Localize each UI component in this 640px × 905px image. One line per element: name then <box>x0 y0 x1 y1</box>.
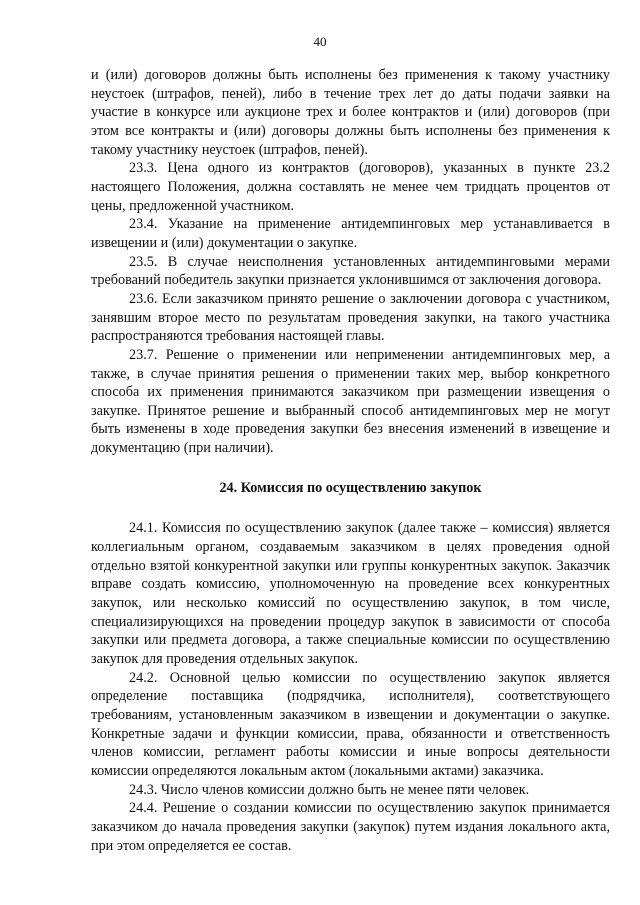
paragraph-23-4: 23.4. Указание на применение антидемпинговых мер устанавливается в извещении и (или) документации о закупке. <box>91 216 610 251</box>
paragraph-23-3: 23.3. Цена одного из контрактов (договоров), указанных в пункте 23.2 настоящего Положения, должна составлять не менее чем тридцать процентов от цены, предложенной участником. <box>91 160 610 214</box>
paragraph-24-1: 24.1. Комиссия по осуществлению закупок (далее также – комиссия) является коллегиальным органом, создаваемым заказчиком в целях проведения одной отдельно взятой конкурентной закупки или группы конкурентных закупок. Заказчик вправе создать комиссию, уполномоченную на проведение всех конкурентных закупок, или несколько комиссий по осуществлению закупок, в том числе, специализирующихся на проведении процедур закупок в зависимости от способа закупки или предмета договора, а также специальные комиссии по осуществлению закупок для проведения отдельных закупок. <box>91 520 610 668</box>
paragraph-23-6: 23.6. Если заказчиком принято решение о заключении договора с участником, занявшим второе место по результатам проведения закупки, на такого участника распространяются требования настоящей главы. <box>91 290 610 345</box>
document-body <box>91 66 610 855</box>
paragraph-continuation: и (или) договоров должны быть исполнены без применения к такому участнику неустоек (штрафов, пеней), либо в течение трех лет до даты подачи заявки на участие в конкурсе или аукционе трех и более контрактов и (или) договоров (при этом все контракты и (или) договоры должны быть исполнены без применения к такому участнику неустоек (штрафов, пеней). <box>91 67 610 158</box>
paragraph-24-3: 24.3. Число членов комиссии должно быть не менее пяти человек. <box>129 781 530 798</box>
section-title-24: 24. Комиссия по осуществлению закупок <box>219 479 482 496</box>
page-number: 40 <box>313 34 327 49</box>
paragraph-24-4: 24.4. Решение о создании комиссии по осуществлению закупок принимается заказчиком до начала проведения закупки (закупок) путем издания локального акта, при этом определяется ее состав. <box>91 800 610 854</box>
paragraph-23-7: 23.7. Решение о применении или неприменении антидемпинговых мер, а также, в случае принятия решения о применении таких мер, выбор конкретного способа их применения принимаются заказчиком при размещении извещения о закупке. Принятое решение и выбранный способ антидемпинговых мер не могут быть изменены в ходе проведения закупки без внесения изменений в извещение и документацию (при наличии). <box>91 346 610 457</box>
paragraph-23-5: 23.5. В случае неисполнения установленных антидемпинговыми мерами требований победитель закупки признается уклонившимся от заключения договора. <box>91 253 610 289</box>
paragraph-24-2: 24.2. Основной целью комиссии по осуществлению закупок является определение поставщика (подрядчика, исполнителя), соответствующего требованиям, установленным заказчиком в извещении и документации о закупке. Конкретные задачи и функции комиссии, права, обязанности и ответственность членов комиссии, регламент работы комиссии и иные вопросы деятельности комиссии определяются локальным актом (локальными актами) заказчика. <box>91 669 610 779</box>
